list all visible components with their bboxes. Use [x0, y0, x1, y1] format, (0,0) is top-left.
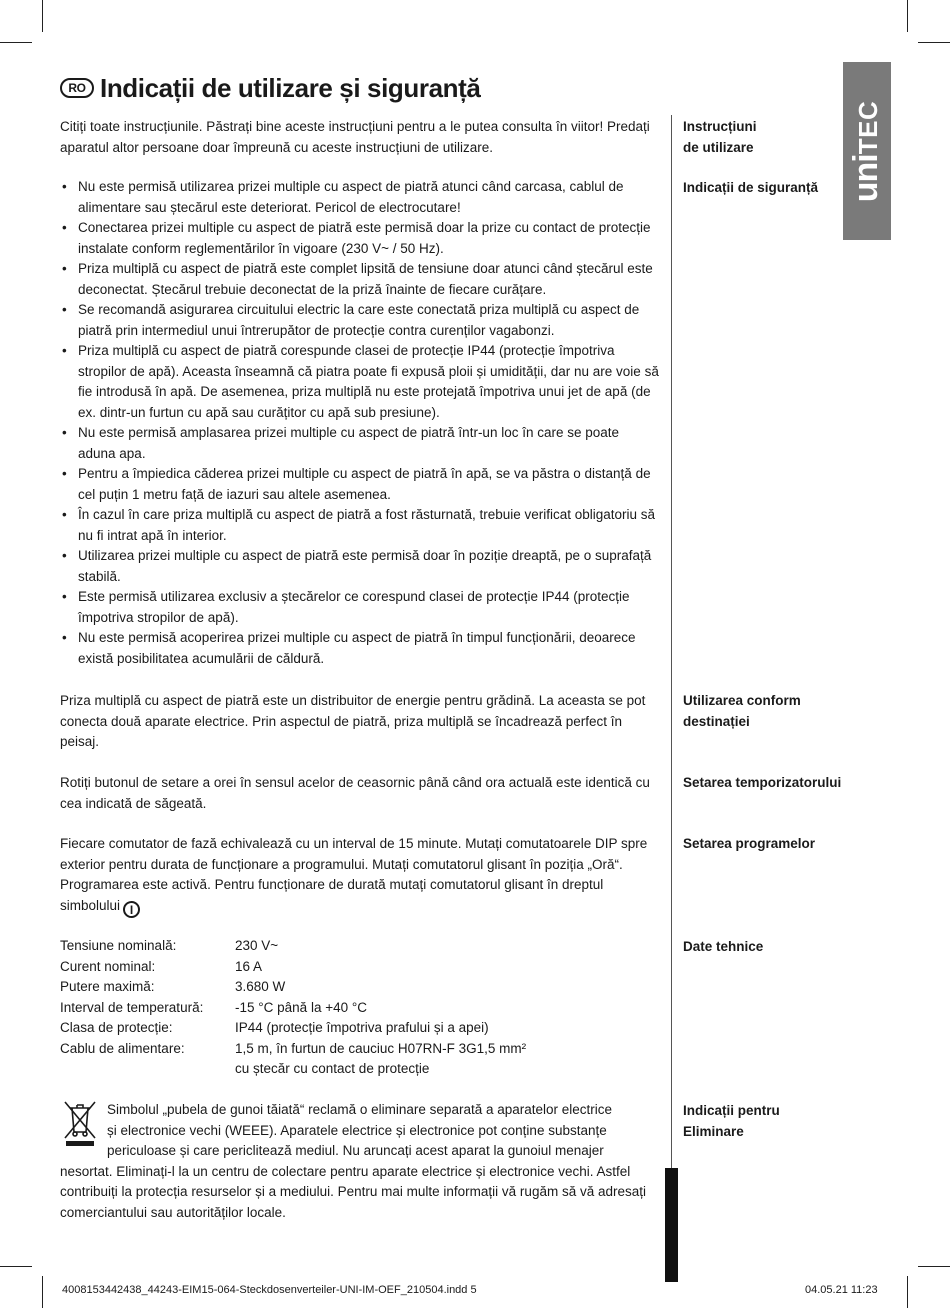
crop-mark-bottom-right	[907, 1276, 908, 1308]
program-text: Fiecare comutator de fază echivalează cu un interval de 15 minute. Mutați comutatoarele DIP spre exterior pentru durata de funcționare a programului. Mutați comutatorul glisant în poziția „Oră“. Programarea este activă. Pentru funcționare de durată mutați comutatorul glisant în dreptul simbolului	[60, 836, 648, 913]
crop-mark-top-left	[42, 0, 43, 32]
crop-mark-left-top	[0, 42, 32, 43]
brand-logo-text: uniTEC	[847, 100, 886, 202]
footer-date: 04.05.21 11:23	[805, 1284, 878, 1296]
sidebar-heading-programs: Setarea programelor	[683, 836, 816, 851]
list-item: • Priza multiplă cu aspect de piatră este complet lipsită de tensiune doar atunci când ștecărul este deconectat. Ștecărul trebuie deconectat de la priză înainte de fiecare curățare.	[60, 259, 660, 300]
list-item: • Nu este permisă utilizarea prizei multiple cu aspect de piatră atunci când carcasa, cablul de alimentare sau ștecărul este deteriorat. Pericol de electrocutare!	[60, 177, 660, 218]
list-item: • Nu este permisă acoperirea prizei multiple cu aspect de piatră în timpul funcționării, deoarece există posibilitatea acumulării de căldură.	[60, 628, 660, 669]
list-item: • Conectarea prizei multiple cu aspect de piatră este permisă doar la prize cu contact de protecție instalate conform reglementărilor în vigoare (230 V~ / 50 Hz).	[60, 218, 660, 259]
list-item: • Pentru a împiedica căderea prizei multiple cu aspect de piatră în apă, se va păstra o distanță de cel puțin 1 metru față de iazuri sau altele asemenea.	[60, 464, 660, 505]
crop-mark-top-right	[907, 0, 908, 32]
disposal-paragraph: Simbolul „pubela de gunoi tăiată“ reclamă o eliminare separată a aparatelor electrice și electronice vechi (WEEE). Aparatele electrice și electronice pot conține substanțe periculoase și care periclitează mediul. Nu aruncați acest aparat la gunoiul menajer nesortat. Eliminați-l la un centru de colectare pentru aparate electrice și electronice vechi. Astfel contribuiți la protecția resurselor și a mediului. Pentru mai multe informații vă rugăm să vă adresați comerciantului sau autorităților locale.	[60, 1102, 646, 1220]
column-divider	[671, 115, 672, 1175]
table-row: Curent nominal: 16 A	[60, 958, 263, 974]
sidebar-heading-timer: Setarea temporizatorului	[683, 775, 842, 790]
table-row: Interval de temperatură: -15 °C până la +40 °C	[60, 999, 368, 1015]
continuous-mode-icon: I	[123, 901, 140, 918]
sidebar-heading-intended-use: Utilizarea conform destinației	[683, 693, 801, 729]
program-paragraph	[60, 834, 655, 918]
table-row: Clasa de protecție: IP44 (protecție împotriva prafului și a apei)	[60, 1020, 489, 1035]
brand-logo	[843, 62, 891, 240]
safety-list	[60, 177, 660, 669]
list-item: • Este permisă utilizarea exclusiv a ștecărelor ce corespund clasei de protecție IP44 (protecție împotriva stropilor de apă).	[60, 587, 660, 628]
list-item: • În cazul în care priza multiplă cu aspect de piatră a fost răsturnată, trebuie verificat obligatoriu să nu fi intrat apă în interior.	[60, 505, 660, 546]
table-row: Cablu de alimentare: 1,5 m, în furtun de cauciuc H07RN-F 3G1,5 mm²	[60, 1040, 527, 1056]
table-row: cu ștecăr cu contact de protecție	[235, 1061, 430, 1076]
crop-mark-right-top	[918, 42, 950, 43]
sidebar-heading-safety: Indicații de siguranță	[683, 180, 819, 195]
tech-data-table	[60, 936, 526, 1080]
table-row: Tensiune nominală: 230 V~	[60, 938, 279, 953]
footer-file-info: 4008153442438_44243-EIM15-064-Steckdosenverteiler-UNI-IM-OEF_210504.indd 5	[62, 1284, 477, 1296]
page-title	[60, 72, 480, 104]
intended-use-paragraph: Priza multiplă cu aspect de piatră este un distribuitor de energie pentru grădină. La aceasta se pot conecta două aparate electrice. Prin aspectul de piatră, priza multiplă se încadrează perfect în peisaj.	[60, 693, 646, 749]
timer-paragraph: Rotiți butonul de setare a orei în sensul acelor de ceasornic până când ora actuală este identică cu cea indicată de săgeată.	[60, 775, 650, 811]
column-divider-bar	[665, 1168, 678, 1282]
crop-mark-right-bottom	[918, 1266, 950, 1267]
sidebar-heading-disposal: Indicații pentru Eliminare	[683, 1103, 780, 1139]
sidebar-heading-tech: Date tehnice	[683, 939, 764, 954]
crop-mark-left-bottom	[0, 1266, 32, 1267]
table-row: Putere maximă: 3.680 W	[60, 979, 286, 994]
list-item: • Utilizarea prizei multiple cu aspect de piatră este permisă doar în poziție dreaptă, pe o suprafață stabilă.	[60, 546, 660, 587]
crop-mark-bottom-left	[42, 1276, 43, 1308]
list-item: • Se recomandă asigurarea circuitului electric la care este conectată priza multiplă cu aspect de piatră prin intermediul unui întrerupător de protecție contra curenților vagabonzi.	[60, 300, 660, 341]
page-title-text: Indicații de utilizare și siguranță	[100, 72, 481, 103]
list-item: • Priza multiplă cu aspect de piatră corespunde clasei de protecție IP44 (protecție împotriva stropilor de apă). Aceasta înseamnă că piatra poate fi expusă ploii și umidității, dar nu are voie să fie introdusă în apă. De asemenea, priza multiplă nu este protejată împotriva unui jet de apă (de ex. dintr-un furtun cu apă sau curățitor cu apă sub presiune).	[60, 341, 660, 423]
list-item: • Nu este permisă amplasarea prizei multiple cu aspect de piatră într-un loc în care se poate aduna apa.	[60, 423, 660, 464]
language-badge: RO	[60, 78, 94, 98]
intro-paragraph: Citiți toate instrucțiunile. Păstrați bine aceste instrucțiuni pentru a le putea consulta în viitor! Predați aparatul altor persoane doar împreună cu aceste instrucțiuni de utilizare.	[60, 119, 650, 155]
sidebar-heading-instructions: Instrucțiuni de utilizare	[683, 119, 757, 155]
